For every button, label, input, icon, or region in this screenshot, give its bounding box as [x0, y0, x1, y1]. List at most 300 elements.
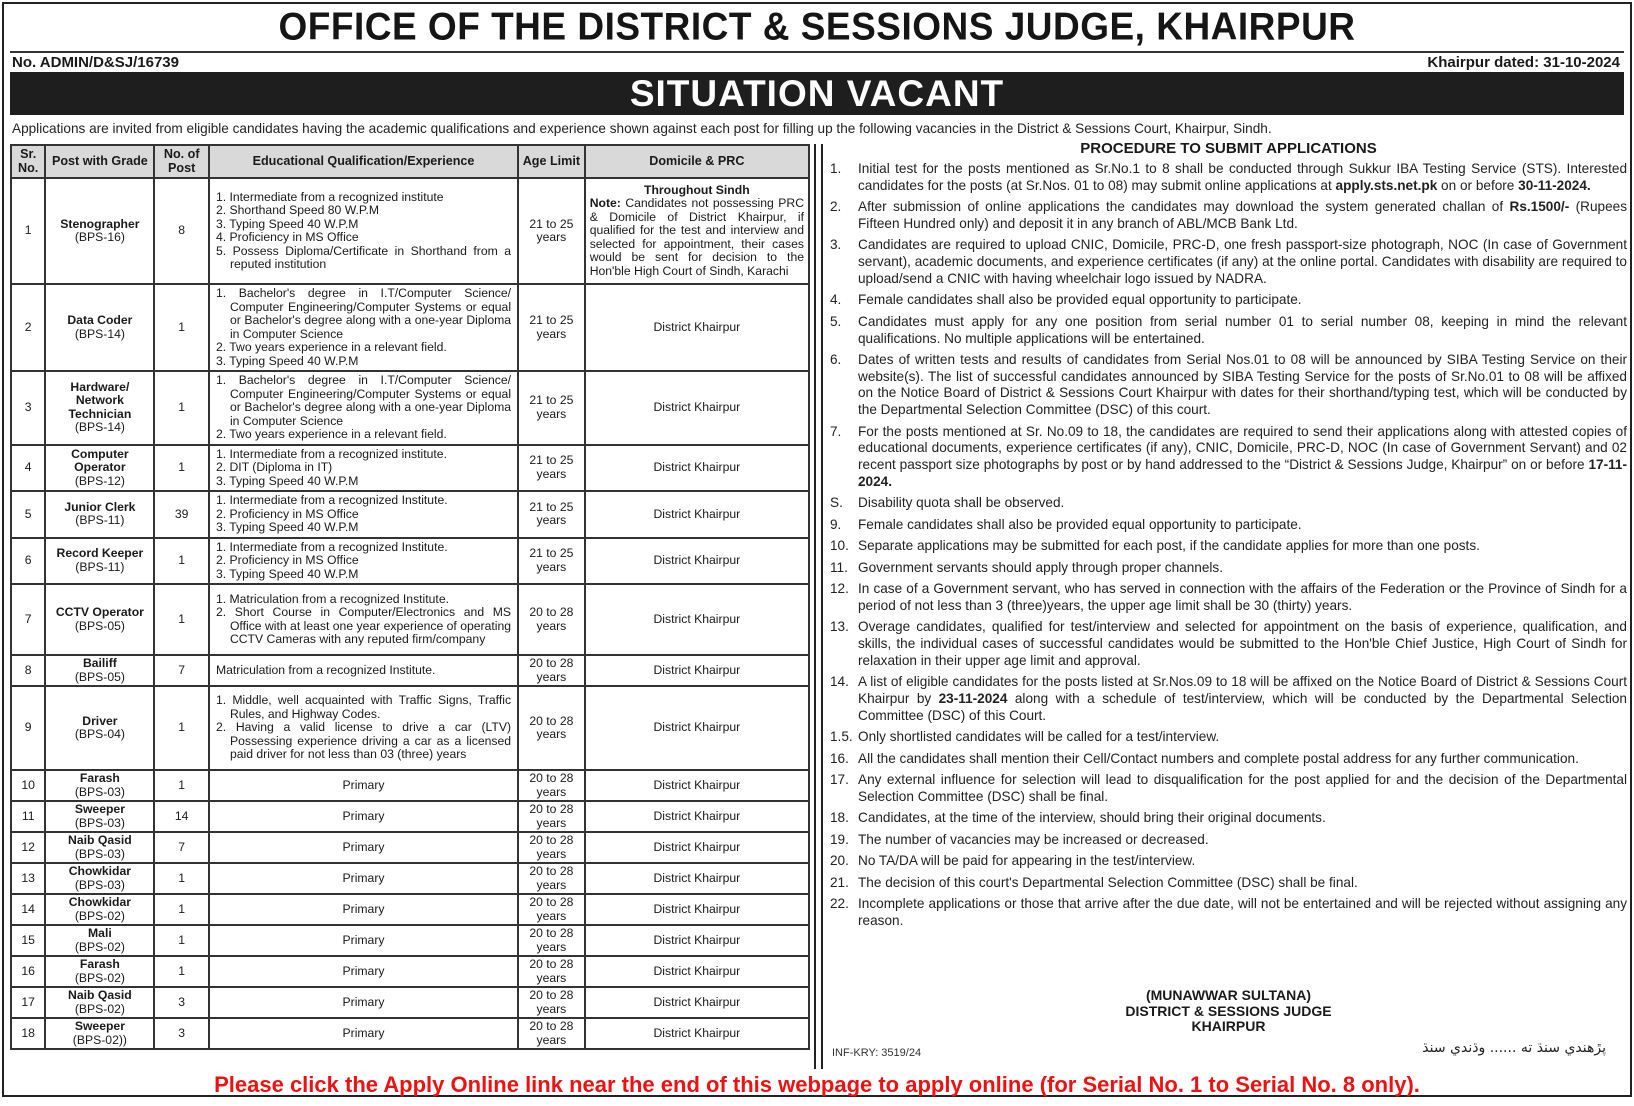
- post-name: Naib Qasid: [68, 988, 132, 1002]
- item-text: Separate applications may be submitted for each post, if the candidate applies for more than one posts.: [858, 538, 1480, 554]
- cell-sr: 18: [11, 1018, 45, 1049]
- post-name: Hardware/ Network Technician: [68, 379, 132, 421]
- qualification-line: 1. Intermediate from a recognized Institute.: [215, 539, 448, 554]
- cell-age: 20 to 28 years: [518, 655, 585, 686]
- qualification-line: 1. Bachelor's degree in I.T/Computer Science/ Computer Engineering/Computer Systems or equal or Bachelor's degree along with a one-year Diploma in Computer Science: [215, 373, 512, 428]
- procedure-item: [830, 424, 1627, 491]
- table-row: [11, 770, 809, 801]
- qualification-line: 5. Possess Diploma/Certificate in Shorthand from a reputed institution: [215, 243, 512, 271]
- domicile-text: District Khairpur: [653, 870, 741, 885]
- qualification-line: 1. Bachelor's degree in I.T/Computer Science/ Computer Engineering/Computer Systems or equal or Bachelor's degree along with a one-year Diploma in Computer Science: [215, 286, 512, 341]
- item-text: All the candidates shall mention their Cell/Contact numbers and complete postal address for any further communication.: [858, 750, 1579, 766]
- post-grade: (BPS-03): [74, 877, 125, 892]
- cell-domicile: [585, 956, 809, 987]
- item-body: [858, 619, 1627, 669]
- qualification-line: Matriculation from a recognized Institute.: [215, 662, 436, 677]
- table-row: [11, 584, 809, 655]
- post-grade: (BPS-02): [74, 1001, 125, 1016]
- item-number: 14.: [830, 674, 849, 690]
- cell-domicile: [585, 445, 809, 492]
- cell-sr: 13: [11, 863, 45, 894]
- item-body: [858, 161, 1627, 194]
- cell-qualification: [209, 655, 518, 686]
- cell-post: [45, 584, 154, 655]
- cell-post: [45, 371, 154, 445]
- item-number: 16.: [830, 750, 849, 766]
- cell-qualification: [209, 538, 518, 585]
- emphasis-text: 30-11-2024.: [1518, 177, 1591, 193]
- table-row: [11, 925, 809, 956]
- qualification-line: 4. Proficiency in MS Office: [215, 230, 359, 244]
- cell-count: 14: [154, 801, 209, 832]
- post-grade: (BPS-14): [74, 326, 125, 341]
- cell-qualification: [209, 584, 518, 655]
- note-text: Candidates not possessing PRC & Domicile of District Khairpur, if qualified for the test and interview and selected for appointment, their cases would be sent for decision to the Hon'ble High Court of Sindh, Karachi: [589, 196, 805, 278]
- cell-qualification: [209, 1018, 518, 1049]
- qualification-line: 2. Proficiency in MS Office: [215, 506, 359, 521]
- item-text: The number of vacancies may be increased or decreased.: [858, 831, 1209, 847]
- post-name: Mali: [88, 926, 112, 940]
- cell-post: [45, 1018, 154, 1049]
- domicile-text: District Khairpur: [653, 777, 741, 792]
- cell-domicile: [585, 1018, 809, 1049]
- post-name: Junior Clerk: [64, 499, 136, 514]
- domicile-text: District Khairpur: [653, 720, 741, 735]
- domicile-text: District Khairpur: [653, 932, 741, 947]
- item-text: Candidates are required to upload CNIC, Domicile, PRC-D, one fresh passport-size photograph, NOC (In case of Government servant), academic documents, and experience certificates (if any) at the online portal. Candidates with disability are required to upload/send a CNIC with having wheelchair logo issued by NADRA.: [858, 237, 1627, 286]
- item-number: 4.: [830, 292, 842, 308]
- cell-count: 8: [154, 178, 209, 284]
- item-body: [858, 581, 1627, 614]
- item-text: Any external influence for selection will lead to disqualification for the post applied for and the decision of the Departmental Selection Committee (DSC) shall be final.: [858, 772, 1627, 804]
- cell-age: 21 to 25 years: [518, 445, 585, 492]
- procedure-item: [830, 314, 1627, 347]
- col-header-post: Post with Grade: [45, 145, 154, 178]
- item-text: Overage candidates, qualified for test/interview and selected for appointment on the basis of experience, qualification, and skills, the individual cases of successful candidates would be submitted to the Hon'ble Chief Justice, High Court of Sindh for relaxation in their upper age limit and approval.: [858, 619, 1627, 668]
- post-grade: (BPS-03): [74, 846, 125, 861]
- procedure-item: [830, 619, 1627, 669]
- item-body: [858, 538, 1627, 555]
- procedure-item: [830, 161, 1627, 194]
- post-grade: (BPS-02): [74, 970, 125, 985]
- table-row: [11, 832, 809, 863]
- emphasis-text: 17-11-2024.: [858, 457, 1627, 489]
- vacancy-table: [10, 144, 810, 1050]
- cell-qualification: [209, 832, 518, 863]
- post-name: Computer Operator: [71, 446, 129, 474]
- cell-age: 21 to 25 years: [518, 178, 585, 284]
- domicile-text: District Khairpur: [653, 808, 741, 823]
- cell-count: 1: [154, 863, 209, 894]
- emphasis-text: 23-11-2024: [938, 691, 1008, 707]
- qualification-line: 3. Typing Speed 40 W.P.M: [215, 566, 359, 581]
- qualification-line: 1. Intermediate from a recognized institute.: [215, 446, 447, 461]
- cell-count: 1: [154, 584, 209, 655]
- item-number: 21.: [830, 874, 849, 890]
- qualification-text: Primary: [342, 994, 385, 1009]
- post-name: Chowkidar: [68, 895, 132, 909]
- item-text: The decision of this court's Departmental Selection Committee (DSC) shall be final.: [858, 874, 1358, 890]
- qualification-line: 2. Two years experience in a relevant field.: [215, 427, 447, 441]
- table-row: [11, 1018, 809, 1049]
- col-header-count: No. of Post: [154, 145, 209, 178]
- cell-domicile: [585, 801, 809, 832]
- item-number: 13.: [830, 619, 849, 635]
- qualification-text: Primary: [342, 932, 385, 947]
- title-divider: [10, 51, 1624, 53]
- cell-count: 1: [154, 445, 209, 492]
- cell-post: [45, 655, 154, 686]
- cell-sr: 4: [11, 445, 45, 492]
- sindhi-motto: پڙهندي سنڌ ته ...... وڌندي سنڌ: [1422, 1040, 1606, 1056]
- item-number: 19.: [830, 831, 849, 847]
- procedure-item: [830, 517, 1627, 534]
- cell-qualification: [209, 445, 518, 492]
- item-text: Female candidates shall also be provided equal opportunity to participate.: [858, 292, 1302, 308]
- cell-sr: 17: [11, 987, 45, 1018]
- post-name: Naib Qasid: [68, 833, 132, 847]
- qualification-line: 1. Intermediate from a recognized institute: [215, 189, 444, 204]
- signature-block: [830, 988, 1627, 1035]
- table-row: [11, 956, 809, 987]
- cell-post: [45, 894, 154, 925]
- cell-domicile: [585, 770, 809, 801]
- cell-qualification: [209, 801, 518, 832]
- procedure-item: [830, 729, 1627, 746]
- cell-sr: 8: [11, 655, 45, 686]
- procedure-item: [830, 560, 1627, 577]
- item-body: [858, 560, 1627, 577]
- cell-qualification: [209, 371, 518, 445]
- signatory-name: (MUNAWWAR SULTANA): [1145, 987, 1312, 1003]
- cell-age: 20 to 28 years: [518, 1018, 585, 1049]
- cell-age: 20 to 28 years: [518, 801, 585, 832]
- domicile-text: District Khairpur: [653, 662, 741, 677]
- procedure-item: [830, 674, 1627, 724]
- cell-count: 39: [154, 491, 209, 538]
- domicile-text: District Khairpur: [653, 319, 741, 334]
- procedure-item: [830, 495, 1627, 512]
- post-grade: (BPS-11): [75, 559, 125, 574]
- emphasis-text: apply.sts.net.pk: [1335, 177, 1438, 193]
- procedure-item: [830, 538, 1627, 555]
- cell-post: [45, 832, 154, 863]
- cell-count: 1: [154, 925, 209, 956]
- qualification-line: 2. Having a valid license to drive a car (LTV) Possessing experience driving a car as a licensed paid driver for not less than 03 (three) years: [215, 720, 512, 762]
- item-number: 18.: [830, 810, 849, 826]
- cell-age: 21 to 25 years: [518, 538, 585, 585]
- cell-age: 21 to 25 years: [518, 284, 585, 371]
- item-text: Candidates must apply for any one position from serial number 01 to serial number 08, keeping in mind the relevant qualifications. No multiple applications will be entertained.: [858, 313, 1627, 346]
- item-body: [858, 729, 1627, 746]
- post-name: Bailiff: [82, 656, 117, 670]
- item-body: [858, 875, 1627, 892]
- cell-age: 21 to 25 years: [518, 371, 585, 445]
- emphasis-text: Rs.1500/-: [1509, 199, 1570, 215]
- qualification-line: 2. Short Course in Computer/Electronics and MS Office with at least one year experience of operating CCTV Cameras with any reputed firm/company: [215, 605, 512, 646]
- item-body: [858, 292, 1627, 309]
- post-grade: (BPS-05): [74, 669, 125, 684]
- item-text: Dates of written tests and results of candidates from Serial Nos.01 to 08 will be announced by SIBA Testing Service on their website(s). The list of successful candidates announced by SIBA Testing Service for the posts of Sr.No.01 to 08 will be affixed on the Notice Board of District & Sessions Court Khairpur with dates for their shorthand/typing test, which will be conducted by the Departmental Selection Committee (DSC) of this court.: [858, 352, 1627, 418]
- post-grade: (BPS-03): [74, 815, 125, 830]
- cell-post: [45, 491, 154, 538]
- cell-sr: 12: [11, 832, 45, 863]
- cell-count: 1: [154, 284, 209, 371]
- situation-vacant-banner: SITUATION VACANT: [10, 72, 1624, 115]
- qualification-line: 2. Shorthand Speed 80 W.P.M: [215, 203, 380, 217]
- item-number: 20.: [830, 853, 849, 869]
- post-grade: (BPS-02): [74, 939, 125, 954]
- cell-count: 1: [154, 894, 209, 925]
- col-header-domicile: Domicile & PRC: [585, 145, 809, 178]
- post-name: Data Coder: [67, 313, 133, 327]
- procedure-item: [830, 237, 1627, 287]
- cell-age: 21 to 25 years: [518, 491, 585, 538]
- qualification-line: 3. Typing Speed 40 W.P.M: [215, 216, 359, 231]
- column-separator: [814, 144, 823, 1069]
- cell-count: 7: [154, 832, 209, 863]
- cell-qualification: [209, 284, 518, 371]
- table-row: [11, 371, 809, 445]
- post-grade: (BPS-02): [74, 908, 125, 923]
- procedure-item: [830, 875, 1627, 892]
- cell-age: 20 to 28 years: [518, 584, 585, 655]
- cell-qualification: [209, 956, 518, 987]
- post-name: Sweeper: [74, 802, 125, 816]
- signatory-place: KHAIRPUR: [1191, 1018, 1266, 1034]
- qualification-line: 1. Middle, well acquainted with Traffic Signs, Traffic Rules, and Highway Codes.: [215, 693, 512, 721]
- cell-sr: 9: [11, 686, 45, 770]
- intro-text: Applications are invited from eligible candidates having the academic qualifications and experience shown against each post for filling up the following vacancies in the District & Sessions Court, Khairpur, Sindh.: [12, 121, 1272, 136]
- cell-age: 20 to 28 years: [518, 925, 585, 956]
- cell-qualification: [209, 863, 518, 894]
- item-body: [858, 352, 1627, 419]
- office-title: OFFICE OF THE DISTRICT & SESSIONS JUDGE, KHAIRPUR: [278, 4, 1356, 48]
- item-text: on or before: [1437, 177, 1519, 193]
- qualification-line: 3. Typing Speed 40 W.P.M: [215, 353, 359, 368]
- item-body: [858, 199, 1627, 232]
- post-name: Stenographer: [60, 216, 140, 231]
- post-grade: (BPS-02)): [72, 1032, 127, 1047]
- cell-domicile: [585, 178, 809, 284]
- item-text: along with a schedule of test/interview, which will be conducted by the Departmental Selection Committee (DSC) of this Court.: [858, 691, 1627, 723]
- cell-domicile: [585, 832, 809, 863]
- item-text: (Rupees Fifteen Hundred only) and deposit it in any branch of ABL/MCB Bank Ltd.: [858, 199, 1627, 231]
- cell-qualification: [209, 770, 518, 801]
- cell-age: 20 to 28 years: [518, 956, 585, 987]
- cell-domicile: [585, 925, 809, 956]
- cell-age: 20 to 28 years: [518, 770, 585, 801]
- item-body: [858, 772, 1627, 805]
- item-number: 6.: [830, 352, 842, 368]
- cell-qualification: [209, 178, 518, 284]
- procedure-list: [830, 161, 1627, 930]
- cell-domicile: [585, 584, 809, 655]
- cell-post: [45, 956, 154, 987]
- vacancy-table-container: [10, 144, 810, 1050]
- item-number: 10.: [830, 538, 849, 554]
- col-header-qualification: Educational Qualification/Experience: [209, 145, 518, 178]
- cell-domicile: [585, 491, 809, 538]
- post-name: Farash: [79, 771, 120, 785]
- cell-qualification: [209, 894, 518, 925]
- cell-age: 20 to 28 years: [518, 832, 585, 863]
- domicile-text: District Khairpur: [653, 901, 741, 916]
- post-grade: (BPS-12): [74, 473, 125, 488]
- cell-domicile: [585, 686, 809, 770]
- post-grade: (BPS-04): [74, 727, 125, 741]
- cell-count: 1: [154, 770, 209, 801]
- cell-sr: 3: [11, 371, 45, 445]
- domicile-text: District Khairpur: [653, 506, 741, 521]
- item-text: Initial test for the posts mentioned as Sr.No.1 to 8 shall be conducted through Sukkur IBA Testing Service (STS). Interested candidates for the posts (at Sr.Nos. 01 to 08) may submit online applications at: [858, 161, 1627, 193]
- cell-qualification: [209, 987, 518, 1018]
- cell-sr: 7: [11, 584, 45, 655]
- item-body: [858, 832, 1627, 849]
- procedure-item: [830, 853, 1627, 870]
- issue-date: Khairpur dated: 31-10-2024: [1427, 54, 1620, 71]
- item-text: No TA/DA will be paid for appearing in the test/interview.: [858, 853, 1196, 869]
- procedure-item: [830, 352, 1627, 419]
- inf-code: INF-KRY: 3519/24: [832, 1047, 922, 1059]
- cell-post: [45, 178, 154, 284]
- table-row: [11, 538, 809, 585]
- qualification-text: Primary: [342, 870, 385, 885]
- post-name: CCTV Operator: [55, 605, 144, 619]
- item-body: [858, 674, 1627, 724]
- item-text: Disability quota shall be observed.: [858, 495, 1065, 511]
- cell-sr: 10: [11, 770, 45, 801]
- procedure-item: [830, 772, 1627, 805]
- cell-post: [45, 925, 154, 956]
- item-text: For the posts mentioned at Sr. No.09 to 18, the candidates are required to send their applications along with attested copies of educational documents, experience certificates (if any), CNIC, Domicile, PRC-D, NOC (In case of Government Servant) and 02 recent passport size photographs by post or by hand addressed to the “District & Sessions Judge, Khairpur” on or before: [858, 423, 1627, 473]
- cell-qualification: [209, 925, 518, 956]
- item-body: [858, 495, 1627, 512]
- item-number: 11.: [830, 559, 848, 575]
- cell-age: 20 to 28 years: [518, 863, 585, 894]
- cell-sr: 15: [11, 925, 45, 956]
- item-number: 22.: [830, 896, 849, 912]
- note-label: Note:: [589, 196, 621, 211]
- cell-post: [45, 770, 154, 801]
- item-text: After submission of online applications the candidates may download the system generated challan of: [858, 199, 1510, 215]
- cell-sr: 6: [11, 538, 45, 585]
- col-header-sr: Sr. No.: [11, 145, 45, 178]
- domicile-text: District Khairpur: [653, 553, 741, 567]
- cell-count: 1: [154, 538, 209, 585]
- table-row: [11, 491, 809, 538]
- item-number: 17.: [830, 772, 849, 788]
- item-number: 1.: [830, 161, 842, 176]
- item-body: [858, 751, 1627, 768]
- item-number: 3.: [830, 237, 842, 253]
- cell-qualification: [209, 491, 518, 538]
- cell-sr: 11: [11, 801, 45, 832]
- procedure-item: [830, 292, 1627, 309]
- cell-sr: 14: [11, 894, 45, 925]
- item-body: [858, 896, 1627, 929]
- post-name: Farash: [79, 957, 120, 971]
- item-text: Only shortlisted candidates will be called for a test/interview.: [858, 729, 1220, 745]
- cell-sr: 1: [11, 178, 45, 284]
- procedure-title: PROCEDURE TO SUBMIT APPLICATIONS: [1080, 140, 1377, 157]
- procedure-item: [830, 751, 1627, 768]
- qualification-text: Primary: [342, 839, 385, 854]
- item-number: 1.5.: [830, 729, 853, 745]
- cell-qualification: [209, 686, 518, 770]
- post-name: Sweeper: [74, 1019, 125, 1033]
- item-body: [858, 424, 1627, 491]
- item-body: [858, 237, 1627, 287]
- cell-post: [45, 863, 154, 894]
- qualification-line: 2. DIT (Diploma in IT): [215, 460, 333, 474]
- domicile-text: District Khairpur: [653, 963, 741, 978]
- table-row: [11, 178, 809, 284]
- cell-domicile: [585, 284, 809, 371]
- reference-number: No. ADMIN/D&SJ/16739: [12, 54, 179, 71]
- domicile-note: [590, 197, 804, 278]
- item-number: S.: [830, 495, 843, 511]
- cell-domicile: [585, 655, 809, 686]
- cell-post: [45, 686, 154, 770]
- cell-age: 20 to 28 years: [518, 987, 585, 1018]
- cell-post: [45, 801, 154, 832]
- domicile-text: District Khairpur: [653, 611, 741, 626]
- cell-count: 3: [154, 987, 209, 1018]
- cell-domicile: [585, 987, 809, 1018]
- table-row: [11, 863, 809, 894]
- item-number: 12.: [830, 581, 849, 597]
- domicile-text: District Khairpur: [653, 839, 741, 854]
- table-row: [11, 801, 809, 832]
- item-text: Female candidates shall also be provided equal opportunity to participate.: [858, 516, 1302, 532]
- qualification-text: Primary: [342, 901, 385, 916]
- procedure-item: [830, 581, 1627, 614]
- table-body: [11, 178, 809, 1049]
- qualification-line: 2. Two years experience in a relevant field.: [215, 340, 447, 354]
- signatory-designation: DISTRICT & SESSIONS JUDGE: [1125, 1002, 1332, 1019]
- cell-domicile: [585, 371, 809, 445]
- post-grade: (BPS-03): [74, 784, 125, 799]
- cell-sr: 2: [11, 284, 45, 371]
- procedure-item: [830, 832, 1627, 849]
- cell-domicile: [585, 863, 809, 894]
- item-text: A list of eligible candidates for the posts listed at Sr.Nos.09 to 18 will be affixed on the Notice Board of District & Sessions Court Khairpur by: [858, 674, 1627, 707]
- cell-post: [45, 284, 154, 371]
- table-header-row: [11, 145, 809, 178]
- cell-post: [45, 538, 154, 585]
- qualification-text: Primary: [342, 777, 385, 792]
- item-text: In case of a Government servant, who has served in connection with the affairs of the Federation or the Province of Sindh for a period of not less than 3 (three)years, the upper age limit shall be 30 (thirty) years.: [858, 581, 1627, 613]
- item-body: [858, 314, 1627, 347]
- item-number: 5.: [830, 313, 842, 329]
- domicile-text: District Khairpur: [653, 994, 741, 1009]
- table-row: [11, 655, 809, 686]
- cell-count: 1: [154, 371, 209, 445]
- domicile-title: Throughout Sindh: [644, 182, 750, 197]
- qualification-line: 1. Intermediate from a recognized Institute.: [215, 493, 448, 507]
- post-grade: (BPS-16): [74, 230, 125, 244]
- cell-count: 3: [154, 1018, 209, 1049]
- procedure-item: [830, 896, 1627, 929]
- apply-online-note: Please click the Apply Online link near the end of this webpage to apply online (for Serial No. 1 to Serial No. 8 only).: [214, 1072, 1420, 1097]
- procedure-section: [830, 140, 1627, 935]
- cell-age: 20 to 28 years: [518, 686, 585, 770]
- cell-sr: 5: [11, 491, 45, 538]
- item-text: Government servants should apply through proper channels.: [858, 559, 1223, 575]
- table-row: [11, 686, 809, 770]
- domicile-text: District Khairpur: [653, 1025, 741, 1040]
